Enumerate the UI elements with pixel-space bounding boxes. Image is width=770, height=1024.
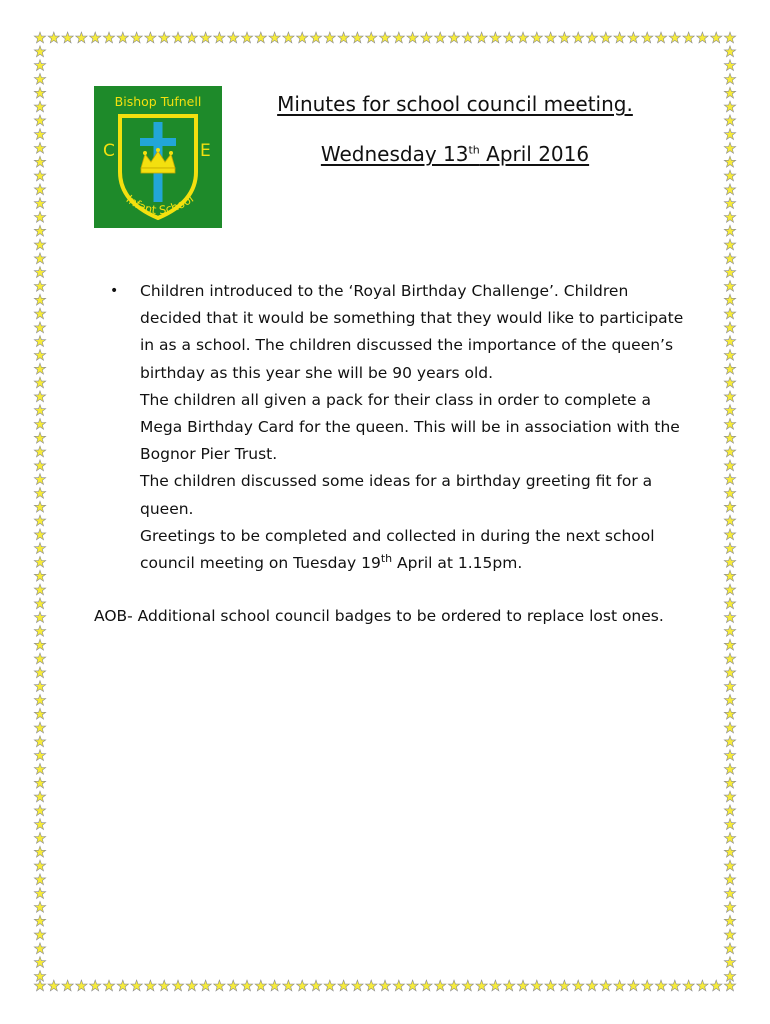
star-icon — [724, 377, 735, 388]
date-month-year: April 2016 — [479, 142, 590, 166]
star-icon — [724, 501, 735, 512]
star-icon — [724, 184, 735, 195]
star-icon — [34, 653, 45, 664]
star-icon — [600, 980, 611, 991]
star-icon — [34, 819, 45, 830]
star-icon — [490, 980, 501, 991]
star-icon — [724, 418, 735, 429]
star-icon — [269, 980, 280, 991]
meeting-date — [240, 140, 670, 168]
star-icon — [600, 32, 611, 43]
logo-letter-e: E — [200, 141, 211, 161]
star-icon — [34, 184, 45, 195]
star-icon — [711, 32, 722, 43]
star-icon — [324, 32, 335, 43]
star-icon — [103, 980, 114, 991]
star-icon — [517, 980, 528, 991]
star-icon — [724, 805, 735, 816]
star-icon — [724, 280, 735, 291]
star-icon — [435, 980, 446, 991]
star-icon — [421, 32, 432, 43]
star-icon — [255, 32, 266, 43]
star-icon — [338, 980, 349, 991]
star-icon — [34, 239, 45, 250]
star-icon — [724, 60, 735, 71]
star-icon — [724, 487, 735, 498]
star-icon — [724, 929, 735, 940]
star-icon — [352, 980, 363, 991]
star-icon — [724, 750, 735, 761]
star-icon — [724, 888, 735, 899]
star-icon — [255, 980, 266, 991]
star-icon — [724, 363, 735, 374]
star-icon — [504, 32, 515, 43]
bullet-icon: • — [110, 283, 119, 299]
star-icon — [724, 694, 735, 705]
star-icon — [34, 943, 45, 954]
star-icon — [352, 32, 363, 43]
star-icon — [117, 32, 128, 43]
star-icon — [34, 225, 45, 236]
star-icon — [724, 708, 735, 719]
star-icon — [504, 980, 515, 991]
star-icon — [724, 874, 735, 885]
star-icon — [200, 32, 211, 43]
star-icon — [724, 957, 735, 968]
star-icon — [48, 980, 59, 991]
star-icon — [655, 980, 666, 991]
page-title: Minutes for school council meeting. — [277, 92, 633, 116]
star-icon — [131, 32, 142, 43]
star-icon — [34, 888, 45, 899]
star-icon — [34, 515, 45, 526]
star-icon — [34, 198, 45, 209]
star-icon — [34, 294, 45, 305]
star-icon — [310, 32, 321, 43]
star-icon — [34, 763, 45, 774]
star-icon — [724, 722, 735, 733]
star-icon — [34, 929, 45, 940]
star-icon — [724, 667, 735, 678]
star-icon — [724, 32, 735, 43]
star-icon — [614, 32, 625, 43]
star-icon — [724, 901, 735, 912]
minutes-paragraph-2: The children all given a pack for their class in order to complete a Mega Birthday Card for the queen. This will be in association with the Bognor Pier Trust. — [140, 390, 680, 464]
star-icon — [724, 681, 735, 692]
star-icon — [76, 980, 87, 991]
star-icon — [724, 791, 735, 802]
star-icon — [34, 957, 45, 968]
star-icon — [34, 846, 45, 857]
star-icon — [724, 322, 735, 333]
minutes-paragraph-4 — [140, 523, 684, 577]
star-icon — [724, 156, 735, 167]
logo-letter-c: C — [103, 141, 115, 161]
star-icon — [269, 32, 280, 43]
star-icon — [34, 391, 45, 402]
crown-icon — [141, 148, 175, 173]
star-icon — [724, 225, 735, 236]
star-icon — [724, 777, 735, 788]
star-icon — [421, 980, 432, 991]
star-icon — [407, 980, 418, 991]
star-icon — [34, 377, 45, 388]
star-icon — [573, 980, 584, 991]
logo-top-text: Bishop Tufnell — [114, 94, 202, 109]
star-icon — [297, 32, 308, 43]
star-icon — [34, 501, 45, 512]
star-icon — [642, 32, 653, 43]
star-icon — [34, 805, 45, 816]
star-icon — [34, 681, 45, 692]
star-icon — [34, 308, 45, 319]
star-icon — [366, 980, 377, 991]
star-icon — [724, 832, 735, 843]
star-icon — [34, 156, 45, 167]
star-icon — [62, 980, 73, 991]
star-icon — [172, 980, 183, 991]
star-icon — [559, 32, 570, 43]
star-icon — [34, 529, 45, 540]
star-icon — [724, 860, 735, 871]
star-icon — [724, 943, 735, 954]
star-icon — [34, 446, 45, 457]
star-icon — [34, 73, 45, 84]
star-icon — [34, 115, 45, 126]
star-icon — [697, 32, 708, 43]
star-icon — [34, 915, 45, 926]
star-icon — [200, 980, 211, 991]
star-icon — [34, 874, 45, 885]
star-icon — [655, 32, 666, 43]
star-icon — [724, 101, 735, 112]
star-icon — [724, 405, 735, 416]
star-icon — [34, 170, 45, 181]
star-icon — [379, 32, 390, 43]
star-icon — [34, 791, 45, 802]
star-icon — [34, 280, 45, 291]
star-icon — [724, 625, 735, 636]
minutes-bullet-item — [94, 278, 684, 577]
star-icon — [724, 87, 735, 98]
star-icon — [34, 777, 45, 788]
star-icon — [724, 73, 735, 84]
star-icon — [462, 32, 473, 43]
star-icon — [34, 418, 45, 429]
star-icon — [476, 980, 487, 991]
star-icon — [34, 336, 45, 347]
star-icon — [159, 980, 170, 991]
star-icon — [724, 515, 735, 526]
para4-tail: April at 1.15pm. — [392, 554, 523, 573]
star-icon — [724, 432, 735, 443]
star-icon — [669, 32, 680, 43]
star-icon — [34, 129, 45, 140]
star-icon — [586, 32, 597, 43]
star-icon — [724, 970, 735, 981]
star-icon — [366, 32, 377, 43]
star-icon — [724, 529, 735, 540]
star-icon — [159, 32, 170, 43]
star-icon — [34, 87, 45, 98]
star-icon — [586, 980, 597, 991]
minutes-paragraph-1: Children introduced to the ‘Royal Birthday Challenge’. Children decided that it would be something that they would like to participate in as a school. The children discussed the importance of the queen’s birthday as this year she will be 90 years old. — [140, 282, 684, 382]
star-icon — [34, 60, 45, 71]
star-icon — [186, 32, 197, 43]
star-icon — [62, 32, 73, 43]
star-icon — [559, 980, 570, 991]
star-icon — [34, 322, 45, 333]
star-icon — [724, 391, 735, 402]
star-icon — [407, 32, 418, 43]
star-icon — [34, 584, 45, 595]
star-icon — [545, 980, 556, 991]
star-icon — [34, 694, 45, 705]
star-icon — [186, 980, 197, 991]
star-icon — [642, 980, 653, 991]
star-icon — [724, 736, 735, 747]
star-icon — [34, 267, 45, 278]
date-main: Wednesday 13 — [320, 142, 469, 166]
star-icon — [697, 980, 708, 991]
star-icon — [34, 980, 45, 991]
star-icon — [76, 32, 87, 43]
star-icon — [131, 980, 142, 991]
star-icon — [103, 32, 114, 43]
star-icon — [34, 625, 45, 636]
star-icon — [545, 32, 556, 43]
star-icon — [724, 915, 735, 926]
star-icon — [724, 142, 735, 153]
date-ordinal: th — [468, 143, 480, 157]
star-icon — [34, 460, 45, 471]
minutes-body — [94, 278, 684, 630]
star-icon — [34, 708, 45, 719]
star-icon — [214, 980, 225, 991]
star-icon — [283, 980, 294, 991]
star-icon — [724, 570, 735, 581]
title-block — [240, 90, 670, 168]
star-icon — [34, 598, 45, 609]
star-icon — [393, 980, 404, 991]
star-icon — [34, 432, 45, 443]
logo-bottom-text: Infant School — [123, 191, 197, 218]
star-icon — [283, 32, 294, 43]
star-icon — [517, 32, 528, 43]
minutes-paragraph-3: The children discussed some ideas for a birthday greeting fit for a queen. — [140, 472, 653, 518]
star-icon — [669, 980, 680, 991]
star-icon — [614, 980, 625, 991]
star-icon — [435, 32, 446, 43]
star-icon — [34, 46, 45, 57]
star-icon — [628, 32, 639, 43]
star-icon — [683, 32, 694, 43]
star-icon — [34, 349, 45, 360]
star-icon — [48, 32, 59, 43]
star-icon — [34, 667, 45, 678]
star-icon — [476, 32, 487, 43]
star-icon — [724, 211, 735, 222]
star-icon — [34, 253, 45, 264]
star-icon — [724, 819, 735, 830]
star-icon — [34, 639, 45, 650]
star-icon — [724, 267, 735, 278]
star-icon — [34, 101, 45, 112]
star-icon — [34, 142, 45, 153]
star-icon — [490, 32, 501, 43]
star-icon — [724, 129, 735, 140]
star-icon — [724, 294, 735, 305]
star-icon — [724, 170, 735, 181]
star-icon — [724, 598, 735, 609]
star-icon — [241, 980, 252, 991]
star-icon — [628, 980, 639, 991]
star-icon — [34, 405, 45, 416]
star-icon — [724, 239, 735, 250]
star-icon — [34, 211, 45, 222]
star-icon — [724, 308, 735, 319]
star-icon — [228, 980, 239, 991]
star-icon — [531, 32, 542, 43]
star-icon — [724, 336, 735, 347]
star-icon — [379, 980, 390, 991]
star-icon — [228, 32, 239, 43]
star-icon — [34, 901, 45, 912]
star-icon — [724, 653, 735, 664]
star-icon — [724, 543, 735, 554]
star-icon — [338, 32, 349, 43]
para4-main: Greetings to be completed and collected in during the next school council meeting on Tuesday 19 — [140, 526, 655, 573]
star-icon — [724, 198, 735, 209]
star-icon — [724, 46, 735, 57]
star-icon — [448, 32, 459, 43]
star-icon — [531, 980, 542, 991]
star-icon — [34, 832, 45, 843]
star-icon — [724, 980, 735, 991]
star-icon — [34, 970, 45, 981]
star-icon — [34, 556, 45, 567]
star-icon — [145, 32, 156, 43]
star-icon — [724, 612, 735, 623]
star-icon — [573, 32, 584, 43]
star-icon — [462, 980, 473, 991]
para4-ordinal: th — [380, 551, 393, 565]
star-icon — [34, 363, 45, 374]
star-icon — [724, 349, 735, 360]
star-icon — [145, 980, 156, 991]
star-icon — [34, 860, 45, 871]
star-icon — [34, 543, 45, 554]
star-icon — [448, 980, 459, 991]
star-icon — [724, 584, 735, 595]
star-icon — [34, 32, 45, 43]
star-icon — [724, 556, 735, 567]
star-icon — [117, 980, 128, 991]
star-icon — [324, 980, 335, 991]
star-icon — [90, 980, 101, 991]
star-icon — [724, 253, 735, 264]
star-icon — [90, 32, 101, 43]
star-icon — [711, 980, 722, 991]
star-icon — [683, 980, 694, 991]
star-icon — [34, 612, 45, 623]
star-icon — [297, 980, 308, 991]
star-icon — [724, 846, 735, 857]
star-icon — [724, 460, 735, 471]
star-icon — [393, 32, 404, 43]
star-icon — [214, 32, 225, 43]
aob-paragraph: AOB- Additional school council badges to be ordered to replace lost ones. — [94, 607, 664, 626]
star-icon — [34, 750, 45, 761]
star-icon — [34, 474, 45, 485]
star-icon — [34, 570, 45, 581]
star-icon — [241, 32, 252, 43]
star-icon — [34, 736, 45, 747]
star-icon — [724, 446, 735, 457]
star-icon — [172, 32, 183, 43]
star-icon — [724, 115, 735, 126]
school-logo — [94, 86, 222, 228]
star-icon — [724, 763, 735, 774]
star-icon — [724, 474, 735, 485]
star-icon — [34, 722, 45, 733]
star-icon — [310, 980, 321, 991]
star-icon — [724, 639, 735, 650]
star-icon — [34, 487, 45, 498]
